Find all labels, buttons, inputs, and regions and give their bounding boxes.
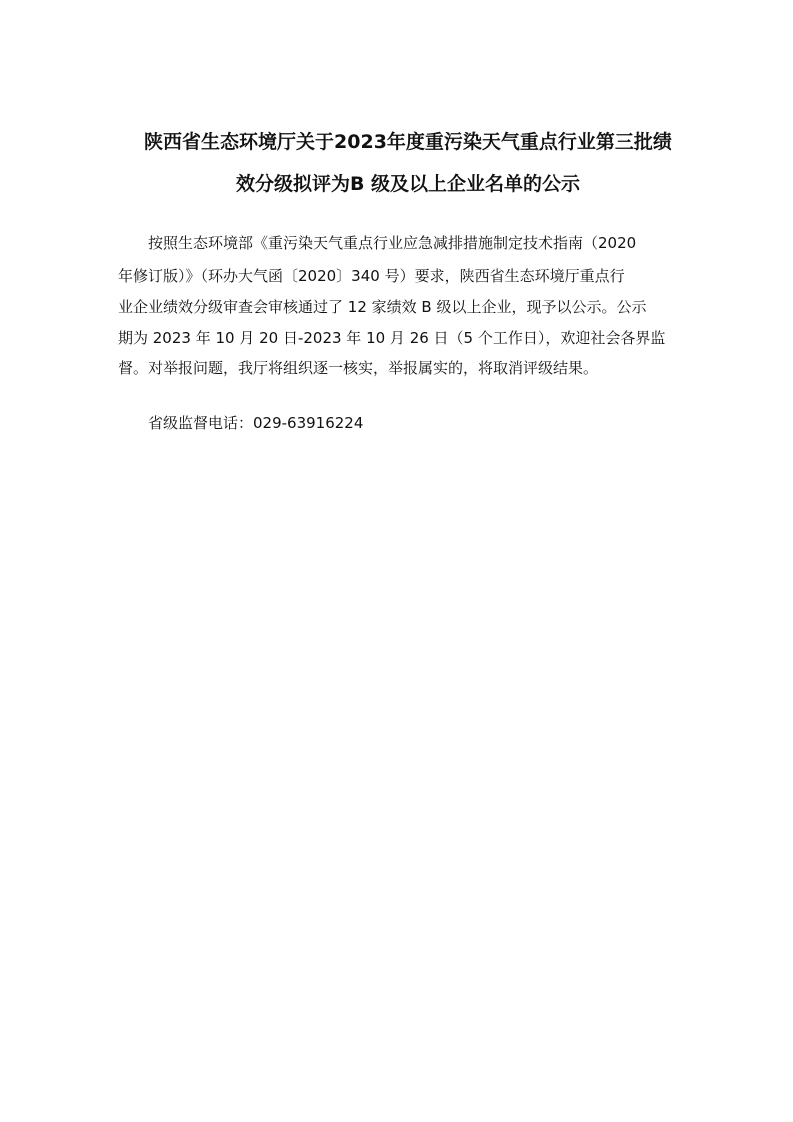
paragraph-line: 按照生态环境部《重污染天气重点行业应急减排措施制定技术指南（2020 xyxy=(148,234,637,252)
supervision-phone: 省级监督电话：029-63916224 xyxy=(148,414,364,432)
paragraph-line: 期为 2023 年 10 月 20 日-2023 年 10 月 26 日（5 个工作日），欢迎社会各界监 xyxy=(118,329,666,347)
paragraph-line: 年修订版）》（环办大气函〔2020〕340 号）要求，陕西省生态环境厅重点行 xyxy=(118,267,625,285)
paragraph-line: 督。对举报问题，我厅将组织逐一核实，举报属实的，将取消评级结果。 xyxy=(118,359,599,377)
document-title-line-1: 陕西省生态环境厅关于2023年度重污染天气重点行业第三批绩 xyxy=(144,131,672,153)
document-title-line-2: 效分级拟评为B 级及以上企业名单的公示 xyxy=(235,173,581,195)
paragraph-line: 业企业绩效分级审查会审核通过了 12 家绩效 B 级以上企业，现予以公示。公示 xyxy=(118,298,647,316)
